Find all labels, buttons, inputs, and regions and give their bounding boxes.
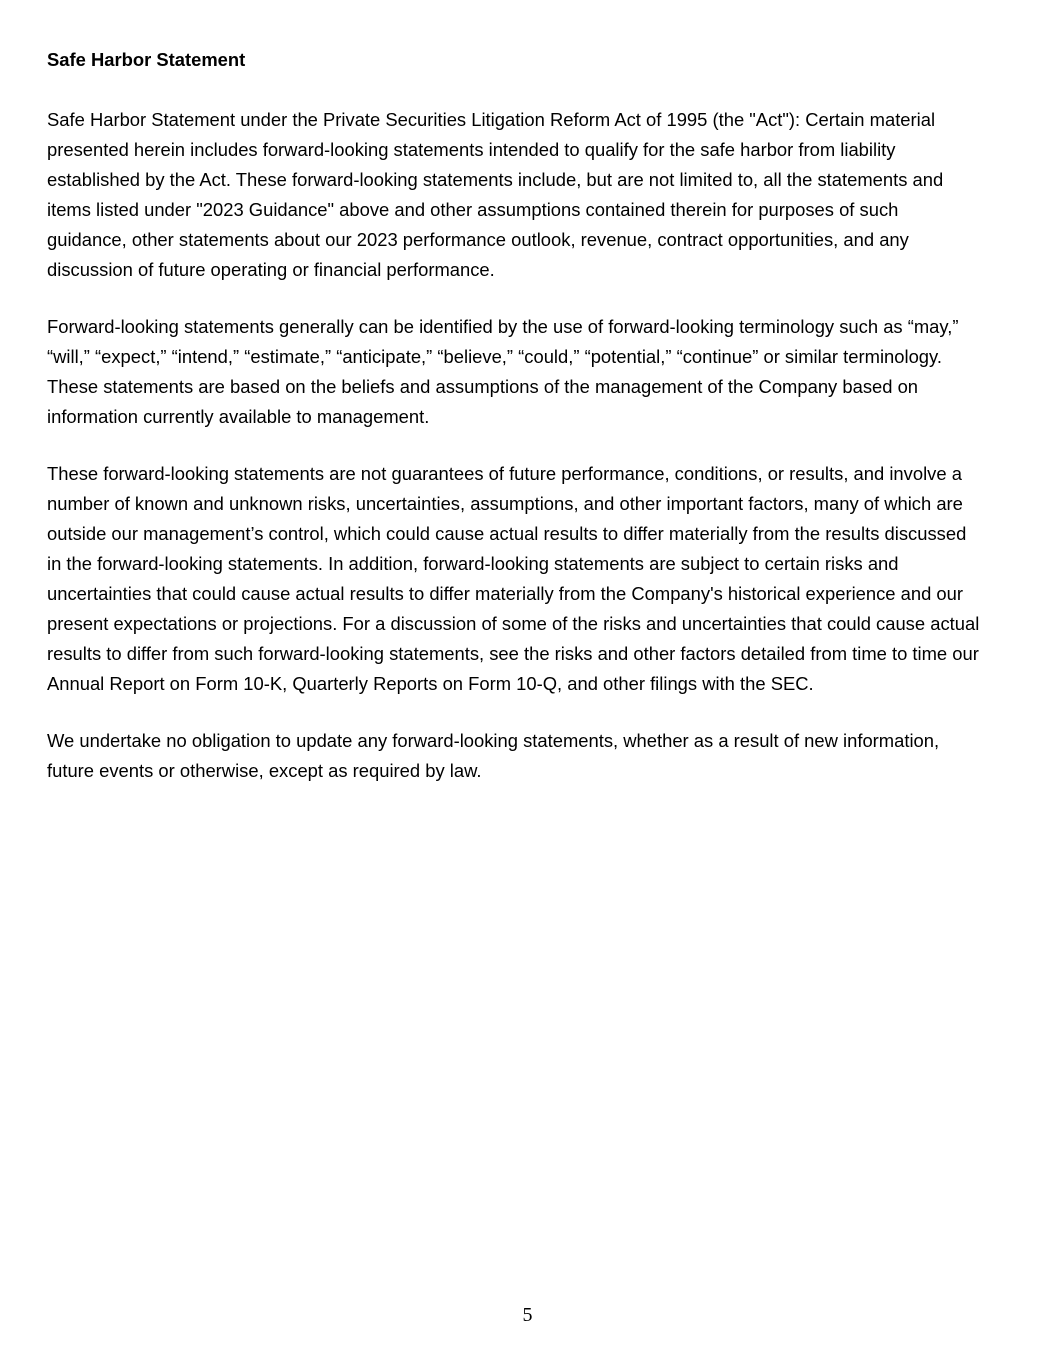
paragraph-line: results to differ from such forward-looking statements, see the risks and other factors detailed from time to time our [47,643,979,664]
paragraph-line: outside our management’s control, which could cause actual results to differ materially from the results discussed [47,523,967,544]
section-heading: Safe Harbor Statement [47,49,246,70]
paragraph-line: These forward-looking statements are not guarantees of future performance, conditions, or results, and involve a [47,463,962,484]
paragraph-line: items listed under "2023 Guidance" above and other assumptions contained therein for purposes of such [47,199,899,220]
page-number: 5 [522,1304,533,1326]
paragraph-line: We undertake no obligation to update any forward-looking statements, whether as a result of new information, [47,730,940,751]
document-body [47,45,1022,813]
paragraph-line: present expectations or projections. For a discussion of some of the risks and uncertainties that could cause actual [47,613,980,634]
paragraph-line: “will,” “expect,” “intend,” “estimate,” “anticipate,” “believe,” “could,” “potential,” “continue” or similar terminology. [47,346,942,367]
paragraph-line: in the forward-looking statements. In addition, forward-looking statements are subject to certain risks and [47,553,899,574]
paragraph-line: uncertainties that could cause actual results to differ materially from the Company's historical experience and our [47,583,964,604]
body-paragraph [47,726,1022,786]
paragraph-line: guidance, other statements about our 2023 performance outlook, revenue, contract opportunities, and any [47,229,909,250]
body-paragraph [47,312,1022,432]
paragraph-line: Safe Harbor Statement under the Private Securities Litigation Reform Act of 1995 (the "Act"): Certain material [47,109,936,130]
paragraph-line: established by the Act. These forward-looking statements include, but are not limited to, all the statements and [47,169,944,190]
paragraph-line: These statements are based on the beliefs and assumptions of the management of the Company based on [47,376,919,397]
paragraph-line: information currently available to management. [47,406,430,427]
body-paragraph [47,459,1022,699]
body-paragraph [47,105,1022,285]
paragraph-line: number of known and unknown risks, uncertainties, assumptions, and other important factors, many of which are [47,493,963,514]
paragraph-line: future events or otherwise, except as required by law. [47,760,482,781]
paragraph-line: discussion of future operating or financial performance. [47,259,495,280]
paragraph-line: Forward-looking statements generally can be identified by the use of forward-looking terminology such as “may,” [47,316,959,337]
paragraph-line: Annual Report on Form 10-K, Quarterly Reports on Form 10-Q, and other filings with the SEC. [47,673,814,694]
paragraph-line: presented herein includes forward-looking statements intended to qualify for the safe harbor from liability [47,139,896,160]
paragraph-list [47,105,1022,786]
